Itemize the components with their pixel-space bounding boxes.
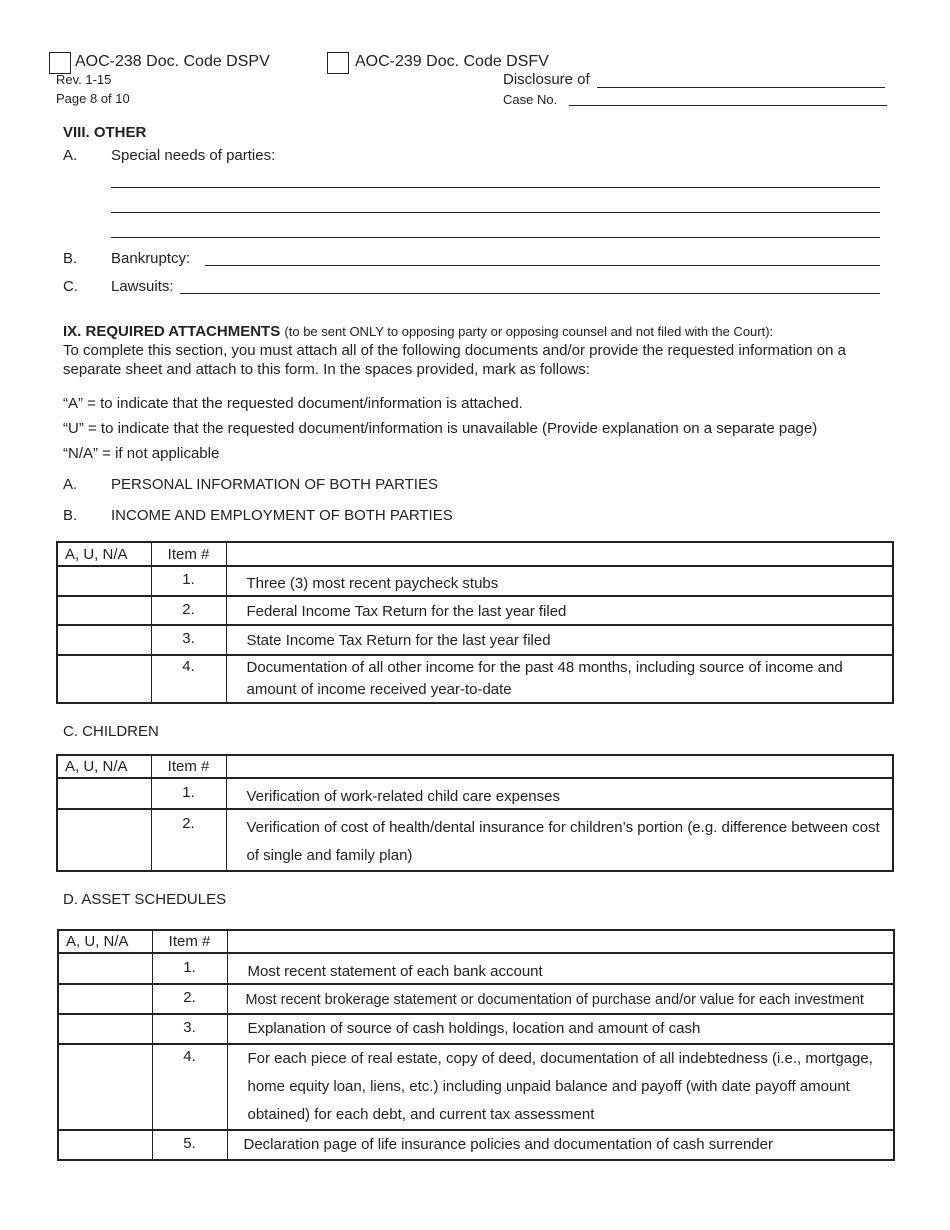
section-ix-heading: IX. REQUIRED ATTACHMENTS (63, 323, 281, 340)
income-employment-table (56, 541, 894, 704)
status-cell[interactable] (58, 1044, 152, 1130)
column-header-description (226, 542, 893, 566)
status-cell[interactable] (57, 566, 151, 596)
table-row (58, 1014, 894, 1044)
section-viii-heading: VIII. OTHER (63, 124, 147, 141)
table-row (57, 625, 893, 655)
page-number: Page 8 of 10 (56, 91, 130, 106)
section-ix-intro-2: separate sheet and attach to this form. In the spaces provided, mark as follows: (63, 361, 590, 378)
special-needs-line-3[interactable] (111, 237, 880, 238)
column-header-status: A, U, N/A (57, 542, 151, 566)
column-header-item-number: Item # (152, 930, 227, 953)
item-description: Verification of work-related child care expenses (226, 778, 893, 809)
key-not-applicable: “N/A” = if not applicable (63, 445, 220, 462)
section-viii-c-letter: C. (63, 278, 78, 295)
section-viii-b-letter: B. (63, 250, 78, 267)
table-row (57, 655, 893, 703)
item-description: Federal Income Tax Return for the last year filed (226, 596, 893, 625)
item-number: 4. (152, 1044, 227, 1130)
column-header-description (226, 755, 893, 778)
table-row (58, 1130, 894, 1160)
special-needs-line-1[interactable] (111, 187, 880, 188)
item-number: 2. (151, 596, 226, 625)
asset-schedules-heading: D. ASSET SCHEDULES (63, 891, 227, 908)
item-number: 1. (151, 566, 226, 596)
section-ix-heading-line (63, 323, 773, 340)
status-cell[interactable] (58, 984, 152, 1014)
aoc-239-checkbox[interactable] (327, 52, 349, 74)
section-ix-intro-1: To complete this section, you must attach all of the following documents and/or provide the requested information on a (63, 342, 846, 359)
key-unavailable: “U” = to indicate that the requested document/information is unavailable (Provide explanation on a separate page) (63, 420, 818, 437)
children-heading: C. CHILDREN (63, 723, 159, 740)
status-cell[interactable] (57, 596, 151, 625)
column-header-description (227, 930, 894, 953)
lawsuits-label: Lawsuits: (111, 278, 174, 295)
disclosure-of-label: Disclosure of (503, 71, 590, 88)
special-needs-label: Special needs of parties: (111, 147, 276, 164)
item-description: For each piece of real estate, copy of deed, documentation of all indebtedness (i.e., mortgage, home equity loan, liens, etc.) including unpaid balance and payoff (with date payoff amount obtained) for each debt, and current tax assessment (227, 1044, 894, 1130)
status-cell[interactable] (57, 778, 151, 809)
section-ix-heading-note: (to be sent ONLY to opposing party or opposing counsel and not filed with the Court): (284, 324, 774, 339)
item-description: Three (3) most recent paycheck stubs (226, 566, 893, 596)
item-number: 2. (151, 809, 226, 871)
section-ix-a-letter: A. (63, 476, 78, 493)
personal-information-label: PERSONAL INFORMATION OF BOTH PARTIES (111, 476, 438, 493)
item-description: State Income Tax Return for the last year filed (226, 625, 893, 655)
item-number: 5. (152, 1130, 227, 1160)
key-attached: “A” = to indicate that the requested document/information is attached. (63, 395, 523, 412)
item-description: Declaration page of life insurance policies and documentation of cash surrender (227, 1130, 894, 1160)
column-header-item-number: Item # (151, 542, 226, 566)
table-row (57, 596, 893, 625)
asset-schedules-table (57, 929, 895, 1161)
status-cell[interactable] (58, 953, 152, 984)
income-employment-label: INCOME AND EMPLOYMENT OF BOTH PARTIES (111, 507, 453, 524)
status-cell[interactable] (57, 625, 151, 655)
disclosure-of-field[interactable] (597, 87, 885, 88)
table-header-row (58, 930, 894, 953)
status-cell[interactable] (58, 1130, 152, 1160)
special-needs-line-2[interactable] (111, 212, 880, 213)
table-row (57, 778, 893, 809)
status-cell[interactable] (58, 1014, 152, 1044)
revision-label: Rev. 1-15 (56, 72, 112, 87)
item-description: Verification of cost of health/dental insurance for children’s portion (e.g. difference between cost of single and family plan) (226, 809, 893, 871)
children-table (56, 754, 894, 872)
item-description: Documentation of all other income for the past 48 months, including source of income and amount of income received year-to-date (226, 655, 893, 703)
item-number: 1. (151, 778, 226, 809)
status-cell[interactable] (57, 809, 151, 871)
item-number: 2. (152, 984, 227, 1014)
column-header-status: A, U, N/A (57, 755, 151, 778)
table-row (57, 809, 893, 871)
lawsuits-field[interactable] (180, 293, 880, 294)
section-ix-b-letter: B. (63, 507, 78, 524)
table-row (58, 953, 894, 984)
item-number: 1. (152, 953, 227, 984)
item-number: 3. (151, 625, 226, 655)
item-description: Explanation of source of cash holdings, location and amount of cash (227, 1014, 894, 1044)
item-description: Most recent statement of each bank account (227, 953, 894, 984)
table-header-row (57, 542, 893, 566)
column-header-status: A, U, N/A (58, 930, 152, 953)
column-header-item-number: Item # (151, 755, 226, 778)
bankruptcy-field[interactable] (205, 265, 880, 266)
item-description: Most recent brokerage statement or documentation of purchase and/or value for each investment (227, 984, 894, 1014)
section-viii-a-letter: A. (63, 147, 78, 164)
table-row (58, 1044, 894, 1130)
aoc-238-checkbox[interactable] (49, 52, 71, 74)
table-row (57, 566, 893, 596)
table-header-row (57, 755, 893, 778)
item-number: 3. (152, 1014, 227, 1044)
item-number: 4. (151, 655, 226, 703)
case-number-field[interactable] (569, 105, 887, 106)
table-row (58, 984, 894, 1014)
form-aoc-239-label: AOC-239 Doc. Code DSFV (355, 53, 549, 70)
status-cell[interactable] (57, 655, 151, 703)
bankruptcy-label: Bankruptcy: (111, 250, 191, 267)
case-number-label: Case No. (503, 92, 558, 107)
form-aoc-238-label: AOC-238 Doc. Code DSPV (75, 53, 270, 70)
